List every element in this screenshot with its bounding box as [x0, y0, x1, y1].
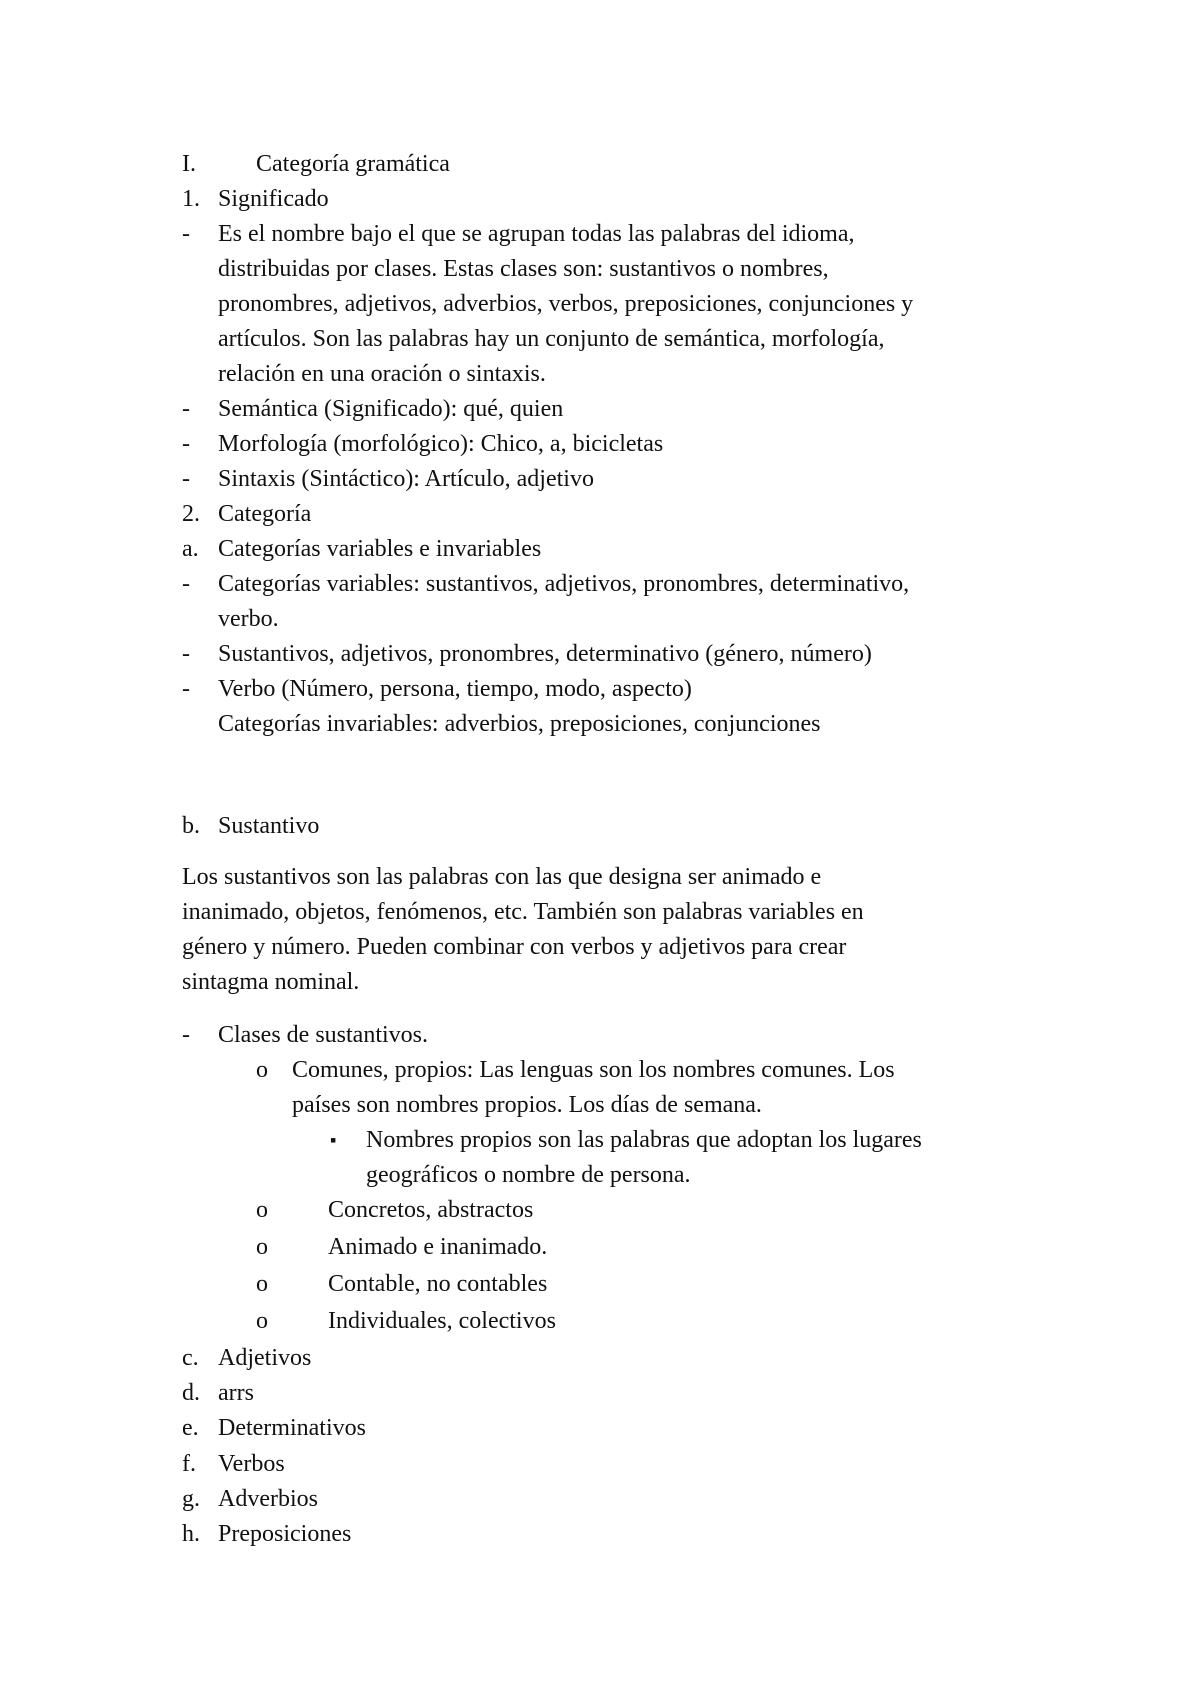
list-marker: -	[182, 431, 190, 457]
text-line: Nombres propios son las palabras que adoptan los lugares	[366, 1127, 922, 1153]
text-line: sintagma nominal.	[182, 969, 360, 995]
list-item	[182, 217, 1062, 392]
list-text: Semántica (Significado): qué, quien	[218, 396, 564, 422]
heading-text: Categoría gramática	[256, 151, 450, 177]
circle-bullet-icon: o	[256, 1308, 268, 1334]
list-marker: a.	[182, 536, 199, 562]
list-marker: h.	[182, 1521, 200, 1547]
square-bullet-icon: ▪	[330, 1130, 337, 1150]
list-marker: 1.	[182, 186, 200, 212]
circle-bullet-icon: o	[256, 1271, 268, 1297]
text-line: Comunes, propios: Las lenguas son los nombres comunes. Los	[292, 1057, 895, 1083]
text-line: Los sustantivos son las palabras con las que designa ser animado e	[182, 864, 822, 890]
list-text: Categorías variables e invariables	[218, 536, 542, 562]
list-marker: c.	[182, 1345, 199, 1371]
text-line: Es el nombre bajo el que se agrupan todas las palabras del idioma,	[218, 221, 855, 247]
list-marker: I.	[182, 151, 196, 177]
list-marker: d.	[182, 1380, 200, 1406]
list-marker: -	[182, 221, 190, 247]
text-line: relación en una oración o sintaxis.	[218, 361, 546, 387]
text-line: inanimado, objetos, fenómenos, etc. También son palabras variables en	[182, 899, 864, 925]
list-text: Verbo (Número, persona, tiempo, modo, aspecto)	[218, 676, 692, 702]
list-text: Categoría	[218, 501, 312, 527]
list-text: Adjetivos	[218, 1345, 312, 1371]
list-marker: f.	[182, 1451, 196, 1477]
circle-bullet-icon: o	[256, 1197, 268, 1223]
list-item	[330, 1123, 1200, 1193]
list-marker: e.	[182, 1415, 199, 1441]
list-text: Determinativos	[218, 1415, 366, 1441]
circle-bullet-icon: o	[256, 1234, 268, 1260]
list-text: Sintaxis (Sintáctico): Artículo, adjetivo	[218, 466, 594, 492]
list-marker: g.	[182, 1486, 200, 1512]
text-line: verbo.	[218, 606, 279, 632]
text-line: pronombres, adjetivos, adverbios, verbos, preposiciones, conjunciones y	[218, 291, 914, 317]
list-text: Morfología (morfológico): Chico, a, bicicletas	[218, 431, 664, 457]
text-line: distribuidas por clases. Estas clases son: sustantivos o nombres,	[218, 256, 829, 282]
text-line: países son nombres propios. Los días de semana.	[292, 1092, 762, 1118]
list-text: Verbos	[218, 1451, 285, 1477]
list-text: Significado	[218, 186, 329, 212]
text-line: género y número. Pueden combinar con verbos y adjetivos para crear	[182, 934, 847, 960]
body-paragraph	[182, 860, 1052, 1000]
list-marker: -	[182, 396, 190, 422]
list-text: Concretos, abstractos	[328, 1197, 534, 1223]
list-text: Contable, no contables	[328, 1271, 548, 1297]
text-line: geográficos o nombre de persona.	[366, 1162, 691, 1188]
list-marker: -	[182, 466, 190, 492]
list-text: Individuales, colectivos	[328, 1308, 556, 1334]
list-text: Preposiciones	[218, 1521, 352, 1547]
list-text: Sustantivo	[218, 813, 320, 839]
list-text: Categorías invariables: adverbios, preposiciones, conjunciones	[218, 711, 821, 737]
list-marker: -	[182, 1022, 190, 1048]
list-marker: -	[182, 676, 190, 702]
text-line: artículos. Son las palabras hay un conjunto de semántica, morfología,	[218, 326, 885, 352]
list-marker: 2.	[182, 501, 200, 527]
list-text: Adverbios	[218, 1486, 318, 1512]
list-text: Sustantivos, adjetivos, pronombres, determinativo (género, número)	[218, 641, 872, 667]
list-marker: -	[182, 641, 190, 667]
text-line: Categorías variables: sustantivos, adjetivos, pronombres, determinativo,	[218, 571, 910, 597]
list-marker: -	[182, 571, 190, 597]
list-item	[256, 1053, 1136, 1123]
circle-bullet-icon: o	[256, 1057, 268, 1083]
list-item	[182, 567, 1062, 637]
list-text: Clases de sustantivos.	[218, 1022, 428, 1048]
list-text: arrs	[218, 1380, 254, 1406]
list-marker: b.	[182, 813, 200, 839]
list-text: Animado e inanimado.	[328, 1234, 548, 1260]
